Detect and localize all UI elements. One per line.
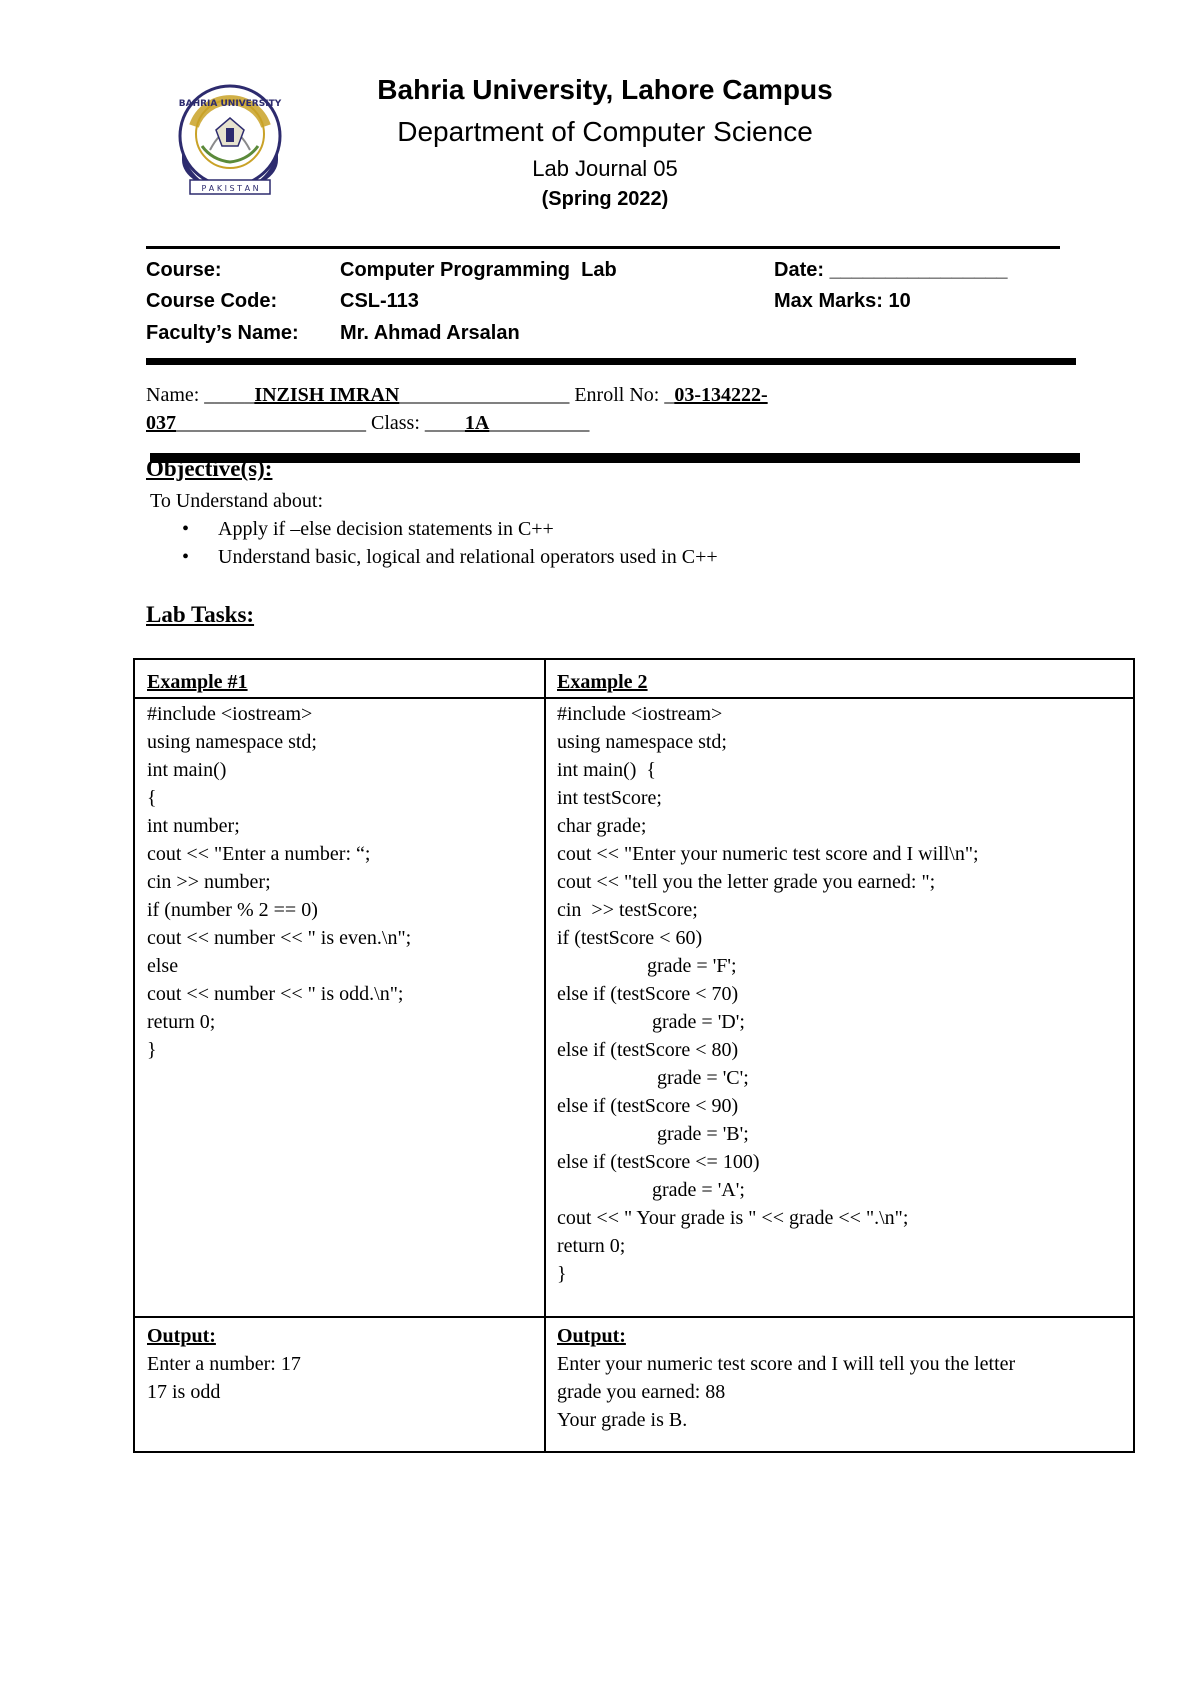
code-line: using namespace std; <box>147 731 317 753</box>
code-line: int number; <box>147 815 240 837</box>
output-line: Your grade is B. <box>557 1409 688 1431</box>
svg-text:P A K I S T A N: P A K I S T A N <box>201 184 259 193</box>
output-line: 17 is odd <box>147 1381 221 1403</box>
example2-code <box>557 700 979 1288</box>
example2-output <box>557 1322 1015 1434</box>
bullet-1: • <box>182 518 190 540</box>
code-line: grade = 'A'; <box>557 1179 745 1201</box>
code-line: grade = 'C'; <box>557 1067 749 1089</box>
example1-output <box>147 1322 301 1406</box>
example1-title: Example #1 <box>147 671 248 693</box>
code-line: else <box>147 955 179 977</box>
name-label: Name: _____ <box>146 384 255 406</box>
enroll-label: Enroll No: _ <box>569 384 675 406</box>
output-line: grade you earned: 88 <box>557 1381 726 1403</box>
objectives-heading: Objective(s): <box>146 456 273 481</box>
code-line: int main() { <box>557 759 657 781</box>
code-line: grade = 'B'; <box>557 1123 749 1145</box>
bullet-2: • <box>182 546 190 568</box>
department-title: Department of Computer Science <box>397 116 813 147</box>
code-line: if (number % 2 == 0) <box>147 899 318 921</box>
code-line: else if (testScore < 80) <box>557 1039 739 1061</box>
code-line: #include <iostream> <box>557 703 723 725</box>
student-line-2 <box>146 412 589 435</box>
code-line: using namespace std; <box>557 731 727 753</box>
enroll-number: 03-134222- <box>674 384 768 406</box>
output-line: Enter your numeric test score and I will tell you the letter <box>557 1353 1016 1375</box>
code-line: grade = 'F'; <box>557 955 737 977</box>
date-field: Date: ________________ <box>774 259 1008 281</box>
semester-label: (Spring 2022) <box>541 188 669 210</box>
name-fill: _________________ <box>399 384 570 406</box>
svg-text:BAHRIA UNIVERSITY: BAHRIA UNIVERSITY <box>178 99 282 109</box>
course-code-value: CSL-113 <box>340 290 419 312</box>
lab-tasks-table <box>133 658 1135 1453</box>
code-line: cout << "Enter a number: “; <box>147 843 371 865</box>
example1-code <box>147 700 411 1064</box>
code-line: } <box>557 1263 567 1285</box>
code-line: return 0; <box>147 1011 216 1033</box>
enroll-number-cont: 037 <box>146 412 176 434</box>
enroll-fill: ___________________ <box>176 412 366 434</box>
lab-tasks-heading: Lab Tasks: <box>146 602 255 627</box>
university-title: Bahria University, Lahore Campus <box>377 74 833 105</box>
table-output-divider <box>135 1316 1133 1318</box>
faculty-value: Mr. Ahmad Arsalan <box>340 322 520 344</box>
info-divider <box>146 358 1076 365</box>
code-line: cin >> number; <box>147 871 271 893</box>
code-line: char grade; <box>557 815 647 837</box>
example2-header <box>557 668 648 696</box>
faculty-label: Faculty’s Name: <box>146 322 299 344</box>
objectives-intro: To Understand about: <box>150 490 324 512</box>
output-line: Enter a number: 17 <box>147 1353 301 1375</box>
code-line: } <box>147 1039 157 1061</box>
code-line: else if (testScore < 90) <box>557 1095 739 1117</box>
objective-item-2: Understand basic, logical and relational operators used in C++ <box>218 546 718 568</box>
code-line: cout << number << " is even.\n"; <box>147 927 412 949</box>
journal-title: Lab Journal 05 <box>532 156 678 181</box>
course-code-label: Course Code: <box>146 290 278 312</box>
code-line: int testScore; <box>557 787 662 809</box>
code-line: if (testScore < 60) <box>557 927 703 949</box>
student-name: INZISH IMRAN <box>254 384 400 406</box>
objective-item-1: Apply if –else decision statements in C++ <box>218 518 554 540</box>
class-fill: __________ <box>489 412 590 434</box>
max-marks: Max Marks: 10 <box>774 290 911 312</box>
table-header-divider <box>135 697 1133 699</box>
class-label: Class: ____ <box>366 412 465 434</box>
code-line: cout << " Your grade is " << grade << ".\n"; <box>557 1207 909 1229</box>
class-value: 1A <box>464 412 490 434</box>
code-line: else if (testScore <= 100) <box>557 1151 760 1173</box>
code-line: #include <iostream> <box>147 703 313 725</box>
university-logo <box>172 82 288 204</box>
code-line: cin >> testScore; <box>557 899 698 921</box>
code-line: cout << number << " is odd.\n"; <box>147 983 404 1005</box>
output-heading: Output: <box>557 1325 626 1347</box>
code-line: grade = 'D'; <box>557 1011 745 1033</box>
code-line: cout << "tell you the letter grade you earned: "; <box>557 871 936 893</box>
student-divider <box>150 453 1080 463</box>
course-label: Course: <box>146 259 222 281</box>
example2-title: Example 2 <box>557 671 648 693</box>
code-line: int main() <box>147 759 227 781</box>
example1-header <box>147 668 248 696</box>
course-value: Computer Programming Lab <box>340 259 617 281</box>
code-line: cout << "Enter your numeric test score and I will\n"; <box>557 843 979 865</box>
output-heading: Output: <box>147 1325 216 1347</box>
code-line: else if (testScore < 70) <box>557 983 739 1005</box>
table-column-divider <box>544 660 546 1451</box>
student-line-1 <box>146 384 768 407</box>
code-line: { <box>147 787 157 809</box>
code-line: return 0; <box>557 1235 626 1257</box>
header-divider <box>146 246 1060 249</box>
